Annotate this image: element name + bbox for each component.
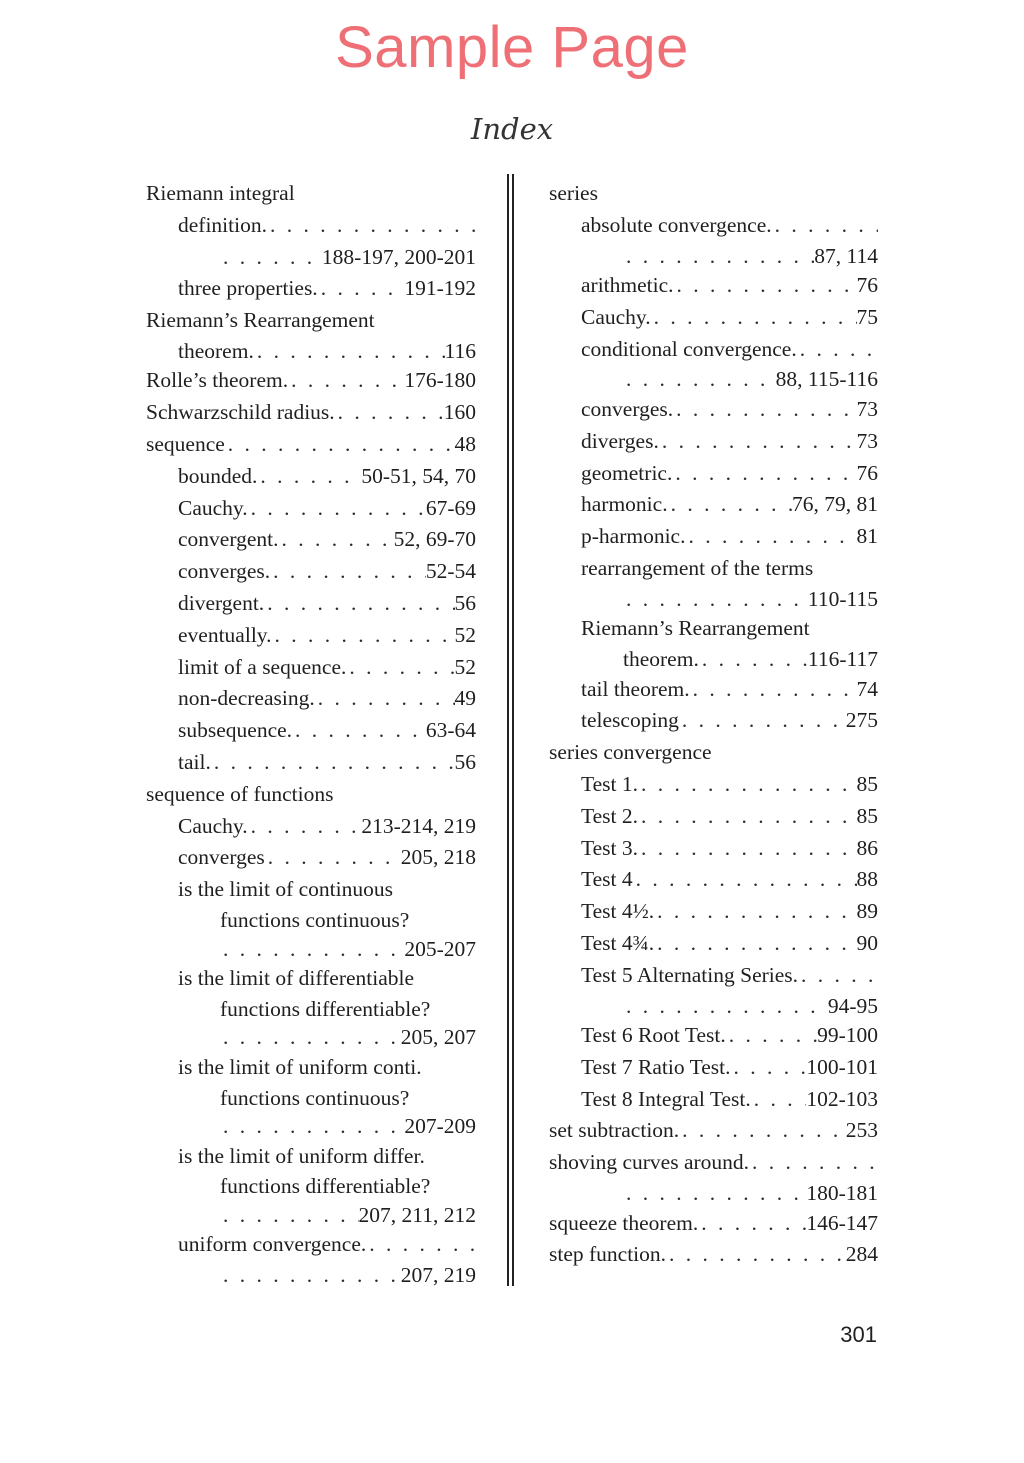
dot-leader [623, 1179, 806, 1208]
index-entry [549, 705, 878, 737]
index-term: telescoping [581, 708, 679, 733]
index-term: Test 4¾. [581, 930, 655, 955]
index-term: Test 3. [581, 835, 639, 860]
page-reference: 73 [856, 396, 878, 421]
dot-leader [264, 588, 454, 620]
dot-leader [659, 426, 857, 458]
dot-leader [679, 705, 846, 737]
index-term: eventually. [178, 622, 272, 647]
page-reference: 48 [454, 432, 476, 457]
page-reference: 207-209 [404, 1114, 476, 1139]
dot-leader [292, 715, 426, 747]
index-entry [549, 896, 878, 928]
dot-leader [651, 302, 857, 334]
dot-leader [220, 1112, 404, 1141]
index-term: functions continuous? [220, 908, 410, 933]
index-term: series [549, 181, 598, 205]
page-reference: 76 [856, 273, 878, 298]
dot-leader [220, 1201, 359, 1230]
page-reference: 146-147 [806, 1210, 878, 1235]
index-entry [549, 270, 878, 302]
dot-leader [267, 210, 476, 242]
index-entry [549, 489, 878, 521]
dot-leader [798, 960, 878, 992]
index-entry [146, 747, 476, 779]
index-term: converges [178, 845, 265, 870]
index-term: absolute convergence. [581, 212, 772, 237]
index-entry [146, 842, 476, 874]
index-entry [549, 178, 878, 210]
index-term: Test 5 Alternating Series. [581, 962, 799, 987]
dot-leader [346, 652, 454, 684]
index-entry [146, 779, 476, 811]
index-term: Test 4½. [581, 899, 655, 924]
index-term: is the limit of uniform differ. [178, 1143, 425, 1168]
index-entry [146, 1112, 476, 1141]
index-entry [549, 645, 878, 674]
page-reference: 50-51, 54, 70 [361, 463, 476, 488]
index-entry [146, 493, 476, 525]
index-entry [549, 1084, 878, 1116]
page-reference: 87, 114 [814, 243, 878, 268]
index-term: conditional convergence. [581, 336, 797, 361]
index-entry [146, 715, 476, 747]
index-entry [549, 928, 878, 960]
index-term: p-harmonic. [581, 524, 686, 549]
page-reference: 160 [443, 400, 476, 425]
index-term: geometric. [581, 460, 673, 485]
index-entry [146, 397, 476, 429]
dot-leader [211, 747, 455, 779]
page-reference: 73 [856, 428, 878, 453]
index-term: theorem. [623, 647, 699, 672]
index-entry [549, 365, 878, 394]
index-term: tail theorem. [581, 676, 690, 701]
dot-leader [254, 337, 445, 366]
index-term: tail. [178, 750, 211, 775]
index-entry [549, 302, 878, 334]
page-reference: 205, 207 [400, 1025, 476, 1050]
index-term: harmonic. [581, 492, 668, 517]
dot-leader [220, 935, 404, 964]
dot-leader [288, 365, 404, 397]
index-entry [146, 995, 476, 1024]
page-reference: 180-181 [806, 1181, 878, 1206]
index-term: Test 6 Root Test. [581, 1023, 726, 1048]
index-term: Test 2. [581, 803, 639, 828]
index-entry [549, 1208, 878, 1240]
index-term: Test 1. [581, 771, 639, 796]
dot-leader [674, 270, 857, 302]
index-entry [146, 556, 476, 588]
page-reference: 56 [454, 750, 476, 775]
index-entry [146, 429, 476, 461]
page-reference: 207, 211, 212 [358, 1202, 476, 1227]
page-reference: 63-64 [425, 718, 476, 743]
dot-leader [623, 242, 814, 271]
page-reference: 52 [454, 654, 476, 679]
index-entry [146, 273, 476, 305]
index-entry [549, 1020, 878, 1052]
index-term: sequence [146, 432, 225, 457]
dot-leader [265, 842, 401, 874]
index-entry [549, 1147, 878, 1179]
index-entry [146, 178, 476, 210]
index-entry [146, 1084, 476, 1113]
index-entry [146, 811, 476, 843]
index-entry [146, 461, 476, 493]
index-term: uniform convergence. [178, 1232, 367, 1257]
dot-leader [638, 833, 856, 865]
index-term: functions differentiable? [220, 996, 431, 1021]
page-reference: 205-207 [404, 936, 476, 961]
index-entry [146, 963, 476, 995]
index-entry [549, 585, 878, 614]
index-term: theorem. [178, 338, 254, 363]
page-reference: 191-192 [404, 276, 476, 301]
sample-page-watermark: Sample Page [335, 15, 689, 80]
index-entry [146, 242, 476, 274]
page-number: 301 [840, 1322, 877, 1347]
page-reference: 56 [454, 591, 476, 616]
index-entry [549, 613, 878, 645]
index-term: shoving curves around. [549, 1150, 750, 1175]
index-entry [146, 1201, 476, 1230]
index-entry [549, 864, 878, 896]
page-reference: 102-103 [806, 1086, 878, 1111]
index-entry [549, 801, 878, 833]
index-entry [146, 874, 476, 906]
page-reference: 52, 69-70 [393, 527, 476, 552]
index-term: three properties. [178, 276, 318, 301]
dot-leader [690, 674, 857, 706]
index-term: Riemann’s Rearrangement [581, 616, 810, 641]
dot-leader [623, 365, 776, 394]
index-term: converges. [178, 559, 271, 584]
index-entry [549, 1179, 878, 1208]
dot-leader [698, 1208, 806, 1240]
index-entry [146, 337, 476, 366]
index-term: bounded. [178, 463, 258, 488]
index-entry [549, 1115, 878, 1147]
dot-leader [623, 992, 828, 1021]
page-reference: 116-117 [807, 647, 878, 672]
index-entry [549, 769, 878, 801]
page-reference: 99-100 [817, 1023, 878, 1048]
index-entry [146, 305, 476, 337]
dot-leader [220, 1261, 401, 1290]
index-entry [549, 1052, 878, 1084]
index-column-right [549, 178, 878, 1271]
dot-leader [220, 1023, 401, 1052]
dot-leader [672, 458, 856, 490]
dot-leader [315, 683, 455, 715]
index-term: definition. [178, 212, 267, 237]
dot-leader [654, 928, 856, 960]
page-reference: 49 [454, 686, 476, 711]
page-reference: 275 [845, 708, 878, 733]
index-term: Riemann integral [146, 181, 295, 205]
index-term: functions differentiable? [220, 1174, 431, 1199]
index-entry [146, 365, 476, 397]
dot-leader [685, 521, 856, 553]
index-term: rearrangement of the terms [581, 555, 814, 580]
index-entry [146, 1141, 476, 1173]
dot-leader [638, 769, 856, 801]
page-reference: 52 [454, 622, 476, 647]
page-reference: 81 [856, 524, 878, 549]
index-term: converges. [581, 396, 674, 421]
index-entry [549, 394, 878, 426]
index-entry [549, 458, 878, 490]
page-reference: 213-214, 219 [361, 813, 476, 838]
dot-leader [335, 397, 444, 429]
page-reference: 100-101 [806, 1054, 878, 1079]
index-entry [549, 426, 878, 458]
index-column-left [146, 178, 476, 1290]
index-entry [146, 1172, 476, 1201]
index-heading: Index [470, 112, 554, 146]
dot-leader [633, 864, 857, 896]
column-divider-line [512, 174, 514, 1286]
index-entry [549, 521, 878, 553]
page-reference: 207, 219 [400, 1263, 476, 1288]
dot-leader [699, 645, 808, 674]
index-term: Schwarzschild radius. [146, 400, 335, 425]
index-term: arithmetic. [581, 273, 674, 298]
index-entry [549, 210, 878, 242]
dot-leader [248, 811, 362, 843]
dot-leader [638, 801, 856, 833]
index-entry [146, 210, 476, 242]
index-term: diverges. [581, 428, 659, 453]
index-term: set subtraction. [549, 1118, 680, 1143]
index-entry [549, 960, 878, 992]
dot-leader [272, 620, 455, 652]
page-reference: 52-54 [425, 559, 476, 584]
dot-leader [279, 524, 394, 556]
index-entry [146, 652, 476, 684]
page-reference: 110-115 [807, 586, 878, 611]
index-term: Test 4 [581, 867, 633, 892]
dot-leader [257, 461, 361, 493]
index-entry [549, 992, 878, 1021]
dot-leader [220, 242, 322, 274]
page-reference: 90 [856, 930, 878, 955]
dot-leader [726, 1020, 817, 1052]
page-reference: 176-180 [404, 368, 476, 393]
index-term: Test 8 Integral Test. [581, 1086, 751, 1111]
index-term: limit of a sequence. [178, 654, 347, 679]
index-entry [549, 737, 878, 769]
page-reference: 188-197, 200-201 [321, 244, 476, 269]
index-term: functions continuous? [220, 1085, 410, 1110]
index-term: series convergence [549, 740, 712, 765]
index-term: is the limit of uniform conti. [178, 1054, 422, 1079]
index-entry [146, 588, 476, 620]
index-term: subsequence. [178, 718, 293, 743]
index-entry [549, 833, 878, 865]
index-entry [549, 1239, 878, 1271]
page-reference: 74 [856, 676, 878, 701]
page-reference: 94-95 [827, 993, 878, 1018]
index-term: is the limit of differentiable [178, 966, 415, 991]
index-term: convergent. [178, 527, 279, 552]
index-term: non-decreasing. [178, 686, 315, 711]
dot-leader [797, 334, 878, 366]
dot-leader [730, 1052, 806, 1084]
dot-leader [225, 429, 455, 461]
page-reference: 76, 79, 81 [792, 492, 878, 517]
index-term: Cauchy. [581, 304, 651, 329]
index-term: Cauchy. [178, 495, 248, 520]
dot-leader [673, 394, 856, 426]
page-reference: 86 [856, 835, 878, 860]
dot-leader [248, 493, 426, 525]
index-entry [146, 1052, 476, 1084]
index-entry [146, 1023, 476, 1052]
index-entry [146, 906, 476, 935]
page-reference: 205, 218 [400, 845, 476, 870]
index-entry [549, 553, 878, 585]
page-reference: 116 [444, 338, 476, 363]
index-entry [146, 683, 476, 715]
index-term: sequence of functions [146, 781, 334, 806]
page-reference: 67-69 [425, 495, 476, 520]
index-entry [549, 334, 878, 366]
index-term: divergent. [178, 591, 265, 616]
index-entry [549, 242, 878, 271]
dot-leader [366, 1229, 476, 1261]
index-term: step function. [549, 1242, 667, 1267]
index-entry [146, 524, 476, 556]
index-entry [549, 674, 878, 706]
dot-leader [270, 556, 426, 588]
page-reference: 76 [856, 460, 878, 485]
index-entry [146, 620, 476, 652]
page-reference: 89 [856, 899, 878, 924]
dot-leader [668, 489, 792, 521]
page-reference: 85 [856, 803, 878, 828]
index-entry [146, 935, 476, 964]
index-term: Rolle’s theorem. [146, 368, 289, 393]
dot-leader [318, 273, 405, 305]
column-divider-line [507, 174, 509, 1286]
index-entry [146, 1261, 476, 1290]
page-reference: 253 [845, 1118, 878, 1143]
index-entry [146, 1229, 476, 1261]
index-term: Test 7 Ratio Test. [581, 1054, 731, 1079]
page-reference: 88, 115-116 [775, 367, 878, 392]
index-term: Riemann’s Rearrangement [146, 308, 375, 333]
page-reference: 75 [856, 304, 878, 329]
index-term: Cauchy. [178, 813, 248, 838]
dot-leader [623, 585, 808, 614]
dot-leader [654, 896, 856, 928]
dot-leader [772, 210, 878, 242]
dot-leader [666, 1239, 846, 1271]
index-term: squeeze theorem. [549, 1210, 699, 1235]
dot-leader [751, 1084, 807, 1116]
page-reference: 88 [856, 867, 878, 892]
page-reference: 85 [856, 771, 878, 796]
dot-leader [749, 1147, 878, 1179]
page-reference: 284 [845, 1242, 878, 1267]
dot-leader [679, 1115, 846, 1147]
index-term: is the limit of continuous [178, 877, 393, 902]
